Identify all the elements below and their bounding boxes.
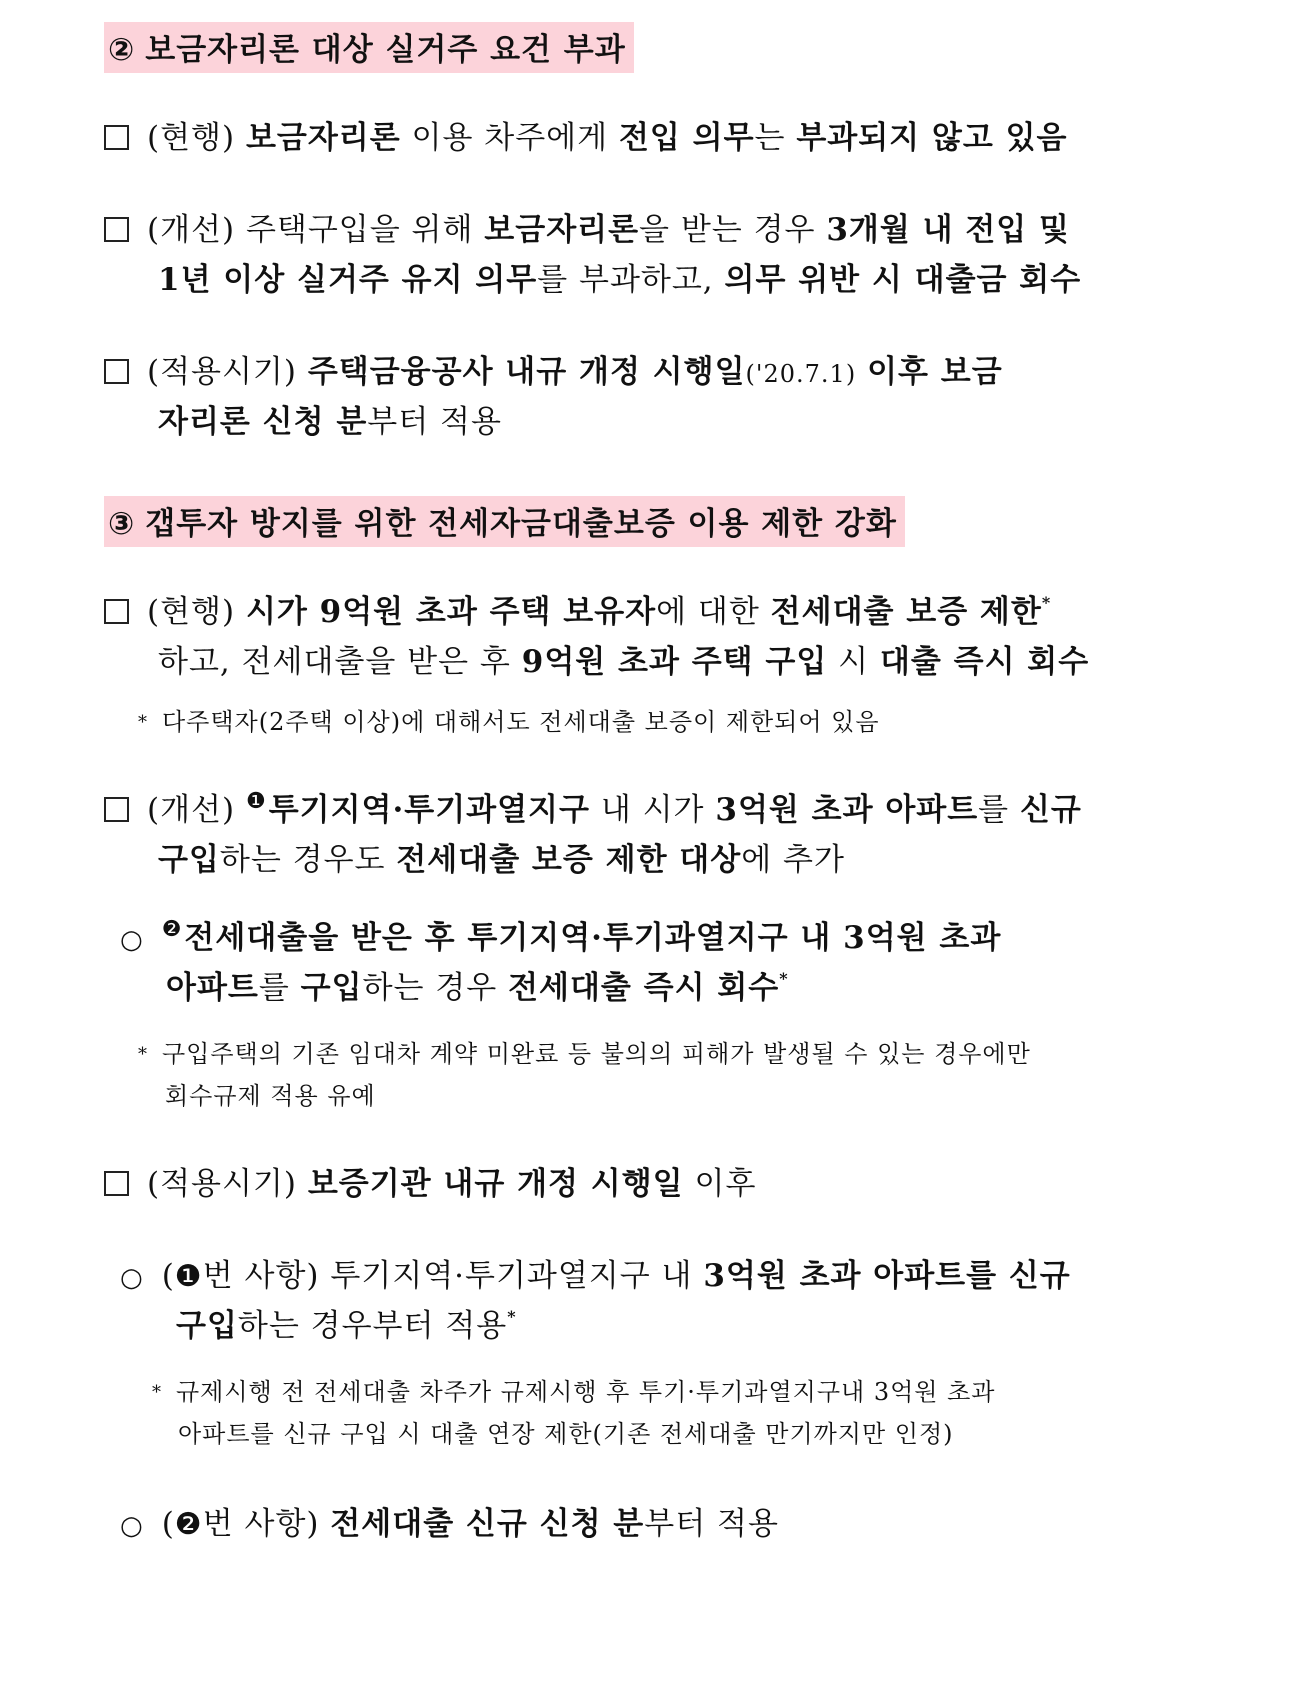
- section-heading-2: [104, 22, 634, 73]
- paragraph-application: (적용시기) 보증기관 내규 개정 시행일 이후: [104, 1158, 756, 1203]
- section-title: 갭투자 방지를 위한 전세자금대출보증 이용 제한 강화: [145, 506, 897, 542]
- paragraph-current: (현행) 보금자리론 이용 차주에게 전입 의무는 부과되지 않고 있음: [104, 112, 1067, 157]
- section-title: 보금자리론 대상 실거주 요건 부과: [145, 32, 626, 68]
- paragraph-item-1: ○ (❶번 사항) 투기지역·투기과열지구 내 3억원 초과 아파트를 신규: [120, 1258, 1071, 1294]
- paragraph-item-1-cont: 구입하는 경우부터 적용*: [176, 1307, 517, 1344]
- paragraph-item-2: ○ (❷번 사항) 전세대출 신규 신청 분부터 적용: [120, 1506, 779, 1542]
- paragraph-improvement: (개선) $^❶$투기지역·투기과열지구 내 시가 3억원 초과 아파트를 신규: [104, 784, 1082, 829]
- paragraph-sub-item: ○ $^❷$전세대출을 받은 후 투기지역·투기과열지구 내 3억원 초과: [120, 917, 1002, 956]
- checkbox-bullet: [104, 1171, 129, 1196]
- paragraph-improvement-cont: 1년 이상 실거주 유지 의무를 부과하고, 의무 위반 시 대출금 회수: [158, 262, 1082, 298]
- circle-bullet: ○: [120, 925, 144, 955]
- section-number: ③: [108, 506, 136, 542]
- paragraph-application-cont: 자리론 신청 분부터 적용: [158, 404, 502, 440]
- footnote-cont: 아파트를 신규 구입 시 대출 연장 제한(기존 전세대출 만기까지만 인정): [178, 1420, 954, 1448]
- checkbox-bullet: [104, 125, 129, 150]
- footnote: * 규제시행 전 전세대출 차주가 규제시행 후 투기·투기과열지구내 3억원 초과: [152, 1378, 996, 1406]
- paragraph-current: (현행) 시가 9억원 초과 주택 보유자에 대한 전세대출 보증 제한*: [104, 586, 1051, 631]
- footnote: * 구입주택의 기존 임대차 계약 미완료 등 불의의 피해가 발생될 수 있는 경우에만: [138, 1040, 1031, 1068]
- checkbox-bullet: [104, 797, 129, 822]
- section-heading-3: [104, 496, 905, 547]
- footnote-cont: 회수규제 적용 유예: [165, 1082, 376, 1110]
- checkbox-bullet: [104, 217, 129, 242]
- section-number: ②: [108, 32, 136, 68]
- paragraph-current-cont: 하고, 전세대출을 받은 후 9억원 초과 주택 구입 시 대출 즉시 회수: [158, 644, 1090, 680]
- checkbox-bullet: [104, 599, 129, 624]
- circle-bullet: ○: [120, 1263, 144, 1293]
- circle-bullet: ○: [120, 1511, 144, 1541]
- paragraph-improvement: (개선) 주택구입을 위해 보금자리론을 받는 경우 3개월 내 전입 및: [104, 204, 1070, 249]
- checkbox-bullet: [104, 359, 129, 384]
- paragraph-application: (적용시기) 주택금융공사 내규 개정 시행일('20.7.1) 이후 보금: [104, 346, 1003, 391]
- paragraph-sub-item-cont: 아파트를 구입하는 경우 전세대출 즉시 회수*: [166, 969, 789, 1006]
- footnote: * 다주택자(2주택 이상)에 대해서도 전세대출 보증이 제한되어 있음: [138, 708, 880, 736]
- paragraph-improvement-cont: 구입하는 경우도 전세대출 보증 제한 대상에 추가: [158, 842, 845, 878]
